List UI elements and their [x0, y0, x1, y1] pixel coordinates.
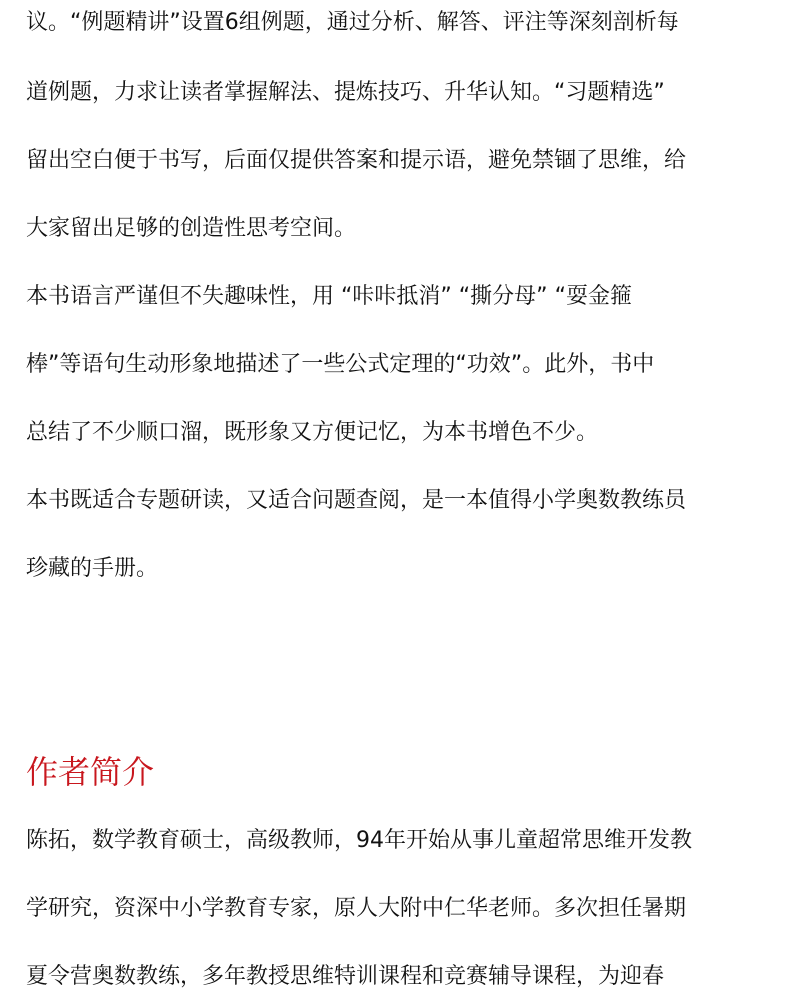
author-line-3: 夏令营奥数教练，多年教授思维特训课程和竞赛辅导课程，为迎春 — [26, 964, 665, 989]
author-line-2: 学研究，资深中小学教育专家，原人大附中仁华老师。多次担任暑期 — [26, 896, 687, 921]
intro-line-7: 总结了不少顺口溜，既形象又方便记忆，为本书增色不少。 — [26, 420, 599, 445]
intro-line-9: 珍藏的手册。 — [26, 556, 159, 581]
intro-line-1: 议。“例题精讲”设置6组例题，通过分析、解答、评注等深刻剖析每 — [26, 10, 679, 35]
intro-line-8: 本书既适合专题研读，又适合问题查阅，是一本值得小学奥数教练员 — [26, 488, 687, 513]
intro-line-6: 棒”等语句生动形象地描述了一些公式定理的“功效”。此外，书中 — [26, 352, 655, 377]
intro-line-5: 本书语言严谨但不失趣味性，用 “咔咔抵消” “撕分母” “耍金箍 — [26, 284, 632, 309]
intro-line-4: 大家留出足够的创造性思考空间。 — [26, 216, 357, 241]
intro-line-3: 留出空白便于书写，后面仅提供答案和提示语，避免禁锢了思维，给 — [26, 148, 687, 173]
intro-line-2: 道例题，力求让读者掌握解法、提炼技巧、升华认知。“习题精选” — [26, 80, 665, 105]
author-line-1: 陈拓，数学教育硕士，高级教师，94年开始从事儿童超常思维开发教 — [26, 828, 692, 853]
section-title-author: 作者简介 — [26, 753, 155, 791]
